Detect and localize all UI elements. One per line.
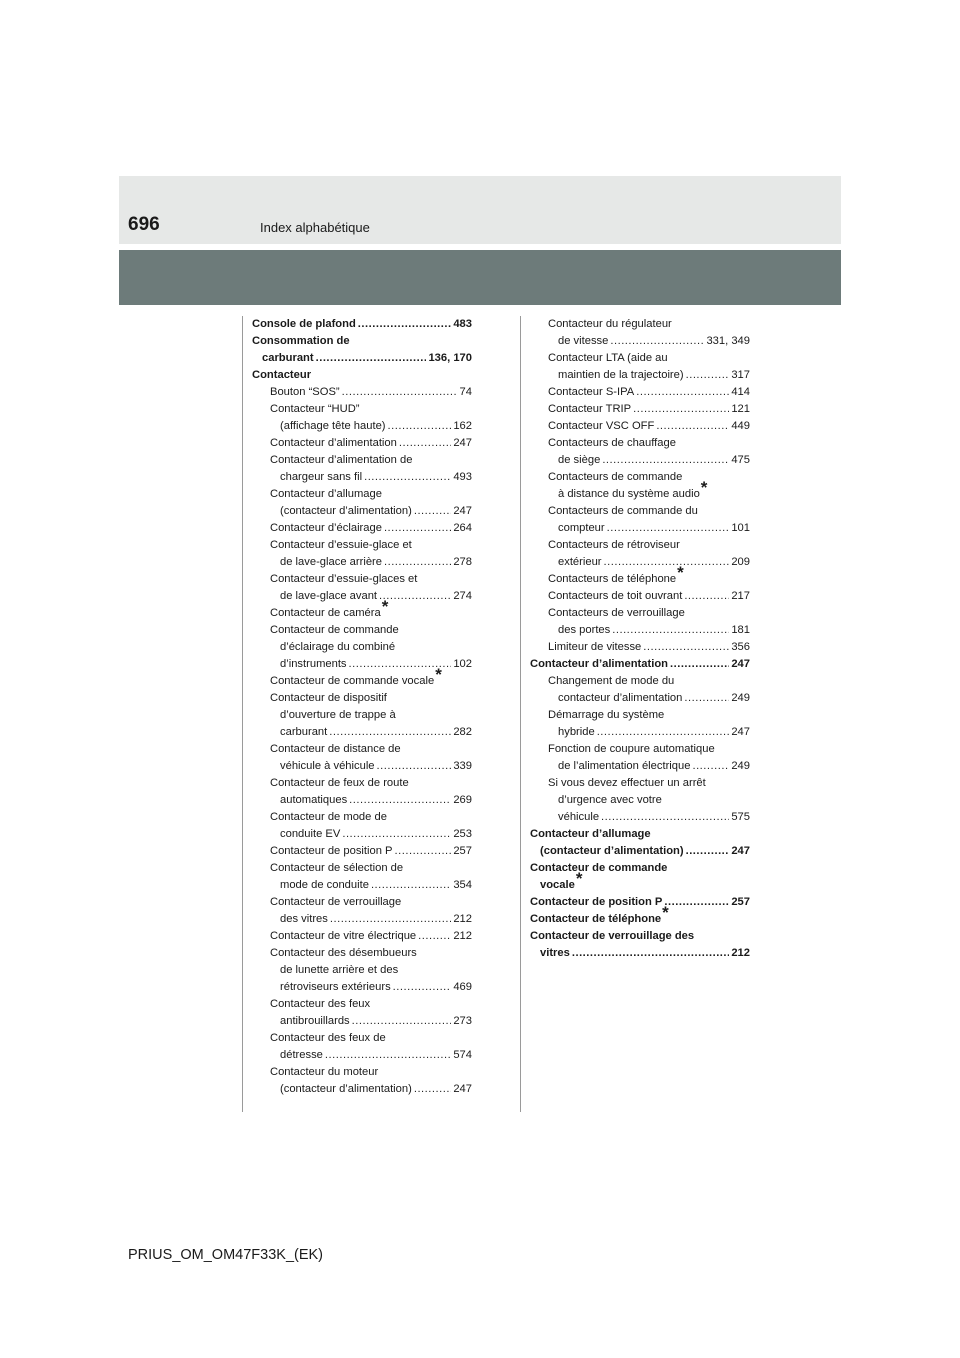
index-entry-text: Contacteur d’alimentation — [270, 437, 397, 449]
page-reference[interactable]: 414 — [731, 386, 750, 398]
index-entry — [252, 996, 472, 1013]
index-entry — [530, 401, 750, 418]
index-entry — [252, 622, 472, 639]
dot-leader — [399, 435, 451, 452]
index-entry — [252, 690, 472, 707]
index-entry-text: Contacteur d’essuie-glace et — [270, 539, 412, 551]
index-entry-text: Contacteurs de téléphone — [548, 573, 677, 585]
page-reference[interactable]: 209 — [731, 556, 750, 568]
index-entry — [530, 894, 750, 911]
index-entry — [530, 384, 750, 401]
dot-leader — [612, 622, 729, 639]
dot-leader — [670, 656, 729, 673]
index-entry-text: compteur — [558, 522, 605, 534]
index-entry-text: antibrouillards — [280, 1015, 350, 1027]
page-reference[interactable]: 574 — [453, 1049, 472, 1061]
page-reference[interactable]: 181 — [731, 624, 750, 636]
index-entry — [252, 826, 472, 843]
dot-leader — [342, 826, 451, 843]
page-reference[interactable]: 257 — [731, 896, 750, 908]
index-entry-text: Contacteur d’essuie-glaces et — [270, 573, 418, 585]
index-entry — [252, 554, 472, 571]
index-entry — [530, 928, 750, 945]
dot-leader — [364, 469, 451, 486]
index-entry: Contacteur de commande vocale * — [252, 673, 472, 690]
index-entry-text: Limiteur de vitesse — [548, 641, 642, 653]
dot-leader — [602, 452, 729, 469]
dot-leader — [572, 945, 729, 962]
index-entry — [252, 724, 472, 741]
index-entry-text: Contacteurs de toit ouvrant — [548, 590, 683, 602]
index-entry-text: Contacteur de mode de — [270, 811, 387, 823]
index-entry-text: d’instruments — [280, 658, 347, 670]
index-entry-text: carburant — [280, 726, 328, 738]
index-entry-text: Bouton “SOS” — [270, 386, 340, 398]
index-entry-text: véhicule à véhicule — [280, 760, 375, 772]
index-entry — [530, 469, 750, 486]
index-entry-text: vitres — [540, 947, 570, 959]
index-entry: Contacteurs de téléphone * — [530, 571, 750, 588]
index-entry-text: (contacteur d’alimentation) — [280, 505, 412, 517]
index-entry-text: Contacteur — [252, 369, 312, 381]
index-entry — [252, 350, 472, 367]
index-entry — [252, 384, 472, 401]
page-reference[interactable]: 469 — [453, 981, 472, 993]
index-entry-text: Contacteur d’alimentation — [530, 658, 668, 670]
index-entry — [530, 826, 750, 843]
index-entry — [252, 928, 472, 945]
index-entry-text: de lave-glace avant — [280, 590, 378, 602]
dot-leader — [330, 911, 451, 928]
index-entry — [530, 316, 750, 333]
index-entry — [252, 843, 472, 860]
index-entry-text: Contacteur de sélection de — [270, 862, 404, 874]
index-entry — [252, 962, 472, 979]
index-entry — [252, 537, 472, 554]
index-entry — [530, 945, 750, 962]
index-entry-text: Contacteur “HUD” — [270, 403, 360, 415]
page-reference[interactable]: 101 — [731, 522, 750, 534]
dot-leader — [316, 350, 427, 367]
dot-leader — [349, 792, 451, 809]
page-reference[interactable]: 212 — [453, 930, 472, 942]
index-entry-text: rétroviseurs extérieurs — [280, 981, 391, 993]
index-entry — [252, 1030, 472, 1047]
index-entry — [530, 843, 750, 860]
index-entry-text: Fonction de coupure automatique — [548, 743, 715, 755]
index-entry — [530, 673, 750, 690]
index-entry — [252, 520, 472, 537]
page-reference[interactable]: 247 — [731, 658, 750, 670]
index-entry — [252, 639, 472, 656]
index-entry-text: des portes — [558, 624, 611, 636]
index-entry: Contacteur de téléphone * — [530, 911, 750, 928]
index-entry — [252, 775, 472, 792]
index-entry-text: conduite EV — [280, 828, 341, 840]
index-entry — [252, 367, 472, 384]
index-entry — [530, 758, 750, 775]
index-entry-text: chargeur sans fil — [280, 471, 363, 483]
index-entry-text: Contacteur de dispositif — [270, 692, 387, 704]
index-entry-text: de lunette arrière et des — [280, 964, 399, 976]
index-entry-text: d’ouverture de trappe à — [280, 709, 396, 721]
index-entry — [530, 435, 750, 452]
section-banner — [119, 250, 841, 305]
index-entry — [252, 792, 472, 809]
index-entry — [530, 418, 750, 435]
page-number: 696 — [128, 214, 160, 235]
index-entry-text: Contacteur de caméra — [270, 607, 381, 619]
page-reference[interactable]: 475 — [731, 454, 750, 466]
index-entry — [252, 316, 472, 333]
page-reference[interactable]: 493 — [453, 471, 472, 483]
index-entry — [530, 503, 750, 520]
index-entry — [530, 367, 750, 384]
dot-leader — [692, 758, 729, 775]
page-reference[interactable]: 136, 170 — [428, 352, 472, 364]
index-entry — [530, 622, 750, 639]
page-reference[interactable]: 354 — [453, 879, 472, 891]
index-entry-text: Changement de mode du — [548, 675, 675, 687]
index-entry — [252, 1013, 472, 1030]
index-entry-text: Contacteurs de rétroviseur — [548, 539, 680, 551]
page-reference[interactable]: 74 — [459, 386, 472, 398]
page-reference[interactable]: 162 — [453, 420, 472, 432]
index-entry-text: Contacteur du moteur — [270, 1066, 379, 1078]
index-entry-text: de l’alimentation électrique — [558, 760, 691, 772]
index-entry — [530, 554, 750, 571]
index-entry-text: Contacteurs de chauffage — [548, 437, 676, 449]
index-entry-text: Contacteur de vitre électrique — [270, 930, 417, 942]
page-reference[interactable]: 331, 349 — [706, 335, 750, 347]
page-reference[interactable]: 273 — [453, 1015, 472, 1027]
page-reference[interactable]: 247 — [731, 845, 750, 857]
dot-leader — [610, 333, 704, 350]
dot-leader — [329, 724, 451, 741]
index-entry-text: automatiques — [280, 794, 348, 806]
page-reference[interactable]: 282 — [453, 726, 472, 738]
index-entry-text: vocale — [540, 879, 575, 891]
index-entry-text: Contacteur de distance de — [270, 743, 401, 755]
index-entry-text: d’urgence avec votre — [558, 794, 662, 806]
dot-leader — [643, 639, 729, 656]
index-entry-text: (affichage tête haute) — [280, 420, 386, 432]
page-reference[interactable]: 257 — [453, 845, 472, 857]
index-entry — [530, 639, 750, 656]
index-entry — [252, 707, 472, 724]
index-entry — [530, 520, 750, 537]
dot-leader — [358, 316, 452, 333]
index-entry-text: Contacteur de verrouillage — [270, 896, 402, 908]
page-reference[interactable]: 247 — [731, 726, 750, 738]
index-entry — [530, 333, 750, 350]
dot-leader — [377, 758, 452, 775]
index-entry-text: Contacteur des désembueurs — [270, 947, 417, 959]
index-entry — [252, 333, 472, 350]
index-entry — [530, 350, 750, 367]
dot-leader — [607, 520, 730, 537]
index-entry — [530, 656, 750, 673]
page-reference[interactable]: 102 — [453, 658, 472, 670]
page-reference[interactable]: 269 — [453, 794, 472, 806]
index-entry-text: Contacteur d’éclairage — [270, 522, 382, 534]
page-reference[interactable]: 483 — [453, 318, 472, 330]
index-entry-text: de lave-glace arrière — [280, 556, 382, 568]
dot-leader — [686, 367, 730, 384]
index-entry — [252, 1047, 472, 1064]
document-code: PRIUS_OM_OM47F33K_(EK) — [128, 1247, 324, 1263]
index-entry — [252, 452, 472, 469]
index-entry-text: à distance du système audio — [558, 488, 700, 500]
dot-leader — [597, 724, 730, 741]
dot-leader — [384, 554, 451, 571]
page-reference[interactable]: 449 — [731, 420, 750, 432]
index-entry-text: Contacteur de commande — [530, 862, 668, 874]
index-entry-text: Console de plafond — [252, 318, 356, 330]
index-entry-text: Contacteur d’allumage — [270, 488, 382, 500]
page-reference[interactable]: 249 — [731, 760, 750, 772]
index-entry-text: Contacteur de commande — [270, 624, 399, 636]
page-reference[interactable]: 317 — [731, 369, 750, 381]
index-entry-text: Contacteur de téléphone — [530, 913, 662, 925]
page-reference[interactable]: 278 — [453, 556, 472, 568]
page-reference[interactable]: 247 — [453, 505, 472, 517]
index-entry — [252, 486, 472, 503]
index-entry — [252, 945, 472, 962]
dot-leader — [684, 690, 729, 707]
dot-leader — [388, 418, 452, 435]
index-entry — [252, 1064, 472, 1081]
dot-leader — [656, 418, 729, 435]
index-entry — [252, 469, 472, 486]
index-entry — [530, 775, 750, 792]
index-entry-text: Contacteur du régulateur — [548, 318, 672, 330]
index-entry-text: Contacteurs de verrouillage — [548, 607, 685, 619]
index-entry — [252, 435, 472, 452]
dot-leader — [342, 384, 458, 401]
page-reference[interactable]: 247 — [453, 1083, 472, 1095]
page-reference[interactable]: 264 — [453, 522, 472, 534]
index-entry-text: Contacteur de feux de route — [270, 777, 409, 789]
page-reference[interactable]: 274 — [453, 590, 472, 602]
index-entry-text: véhicule — [558, 811, 600, 823]
index-entry-text: des vitres — [280, 913, 328, 925]
dot-leader — [325, 1047, 451, 1064]
index-entry — [530, 452, 750, 469]
index-entry — [530, 537, 750, 554]
index-entry — [252, 503, 472, 520]
index-entry-text: Démarrage du système — [548, 709, 665, 721]
index-entry-text: Contacteur S-IPA — [548, 386, 635, 398]
index-entry — [530, 860, 750, 877]
dot-leader — [395, 843, 452, 860]
page-reference[interactable]: 253 — [453, 828, 472, 840]
index-entry-text: Contacteur de verrouillage des — [530, 930, 695, 942]
index-entry-text: hybride — [558, 726, 595, 738]
index-entry: à distance du système audio * — [530, 486, 750, 503]
page-reference[interactable]: 356 — [731, 641, 750, 653]
index-entry — [252, 979, 472, 996]
index-entry — [252, 894, 472, 911]
dot-leader — [601, 809, 729, 826]
dot-leader — [664, 894, 729, 911]
page-reference[interactable]: 121 — [731, 403, 750, 415]
column-divider-left — [242, 316, 243, 1112]
page-reference[interactable]: 212 — [453, 913, 472, 925]
dot-leader — [686, 843, 730, 860]
index-entry-text: Contacteur des feux — [270, 998, 371, 1010]
index-entry — [252, 571, 472, 588]
page-reference[interactable]: 212 — [731, 947, 750, 959]
index-entry-text: extérieur — [558, 556, 602, 568]
index-entry — [252, 401, 472, 418]
index-entry-text: carburant — [262, 352, 314, 364]
index-entry-text: Contacteur LTA (aide au — [548, 352, 668, 364]
index-entry: Contacteur de caméra * — [252, 605, 472, 622]
page-reference[interactable]: 339 — [453, 760, 472, 772]
index-entry — [252, 809, 472, 826]
index-entry — [530, 809, 750, 826]
index-entry-text: Contacteur de position P — [530, 896, 663, 908]
index-entry-text: Contacteur TRIP — [548, 403, 632, 415]
page-reference[interactable]: 575 — [731, 811, 750, 823]
index-entry-text: (contacteur d’alimentation) — [280, 1083, 412, 1095]
dot-leader — [393, 979, 452, 996]
index-entry — [530, 588, 750, 605]
dot-leader — [604, 554, 730, 571]
index-entry — [252, 758, 472, 775]
dot-leader — [633, 401, 729, 418]
dot-leader — [384, 520, 451, 537]
column-divider-middle — [520, 316, 521, 1112]
index-entry-text: contacteur d’alimentation — [558, 692, 683, 704]
dot-leader — [636, 384, 729, 401]
dot-leader — [371, 877, 451, 894]
index-entry-text: Contacteur d’allumage — [530, 828, 651, 840]
index-entry-text: Consommation de — [252, 335, 350, 347]
index-entry — [530, 792, 750, 809]
index-entry-text: Contacteur de commande vocale — [270, 675, 435, 687]
index-entry-text: Contacteur de position P — [270, 845, 393, 857]
index-entry-text: de vitesse — [558, 335, 609, 347]
index-entry — [252, 877, 472, 894]
index-entry — [252, 418, 472, 435]
index-entry-text: mode de conduite — [280, 879, 369, 891]
header-band — [119, 176, 841, 244]
index-entry-text: Si vous devez effectuer un arrêt — [548, 777, 706, 789]
index-entry — [252, 911, 472, 928]
dot-leader — [684, 588, 729, 605]
index-entry-text: Contacteurs de commande — [548, 471, 683, 483]
index-entry — [252, 741, 472, 758]
index-entry — [252, 860, 472, 877]
dot-leader — [352, 1013, 452, 1030]
index-entry — [530, 690, 750, 707]
index-entry: vocale * — [530, 877, 750, 894]
index-entry-text: de siège — [558, 454, 601, 466]
index-entry — [530, 724, 750, 741]
index-entry — [530, 707, 750, 724]
index-entry-text: détresse — [280, 1049, 323, 1061]
index-entry-text: Contacteur VSC OFF — [548, 420, 655, 432]
index-column-left — [252, 316, 472, 1098]
index-entry-text: (contacteur d’alimentation) — [540, 845, 684, 857]
index-entry — [252, 588, 472, 605]
index-entry-text: d’éclairage du combiné — [280, 641, 396, 653]
index-entry-text: Contacteurs de commande du — [548, 505, 698, 517]
page-reference[interactable]: 249 — [731, 692, 750, 704]
index-entry — [530, 741, 750, 758]
page-reference[interactable]: 217 — [731, 590, 750, 602]
index-entry-text: maintien de la trajectoire) — [558, 369, 684, 381]
section-title: Index alphabétique — [260, 220, 370, 235]
dot-leader — [379, 588, 451, 605]
index-column-right — [530, 316, 750, 962]
page-reference[interactable]: 247 — [453, 437, 472, 449]
index-entry-text: Contacteur d’alimentation de — [270, 454, 413, 466]
index-entry — [252, 1081, 472, 1098]
dot-leader — [414, 503, 451, 520]
dot-leader — [414, 1081, 451, 1098]
index-entry — [530, 605, 750, 622]
dot-leader — [418, 928, 451, 945]
index-entry-text: Contacteur des feux de — [270, 1032, 386, 1044]
